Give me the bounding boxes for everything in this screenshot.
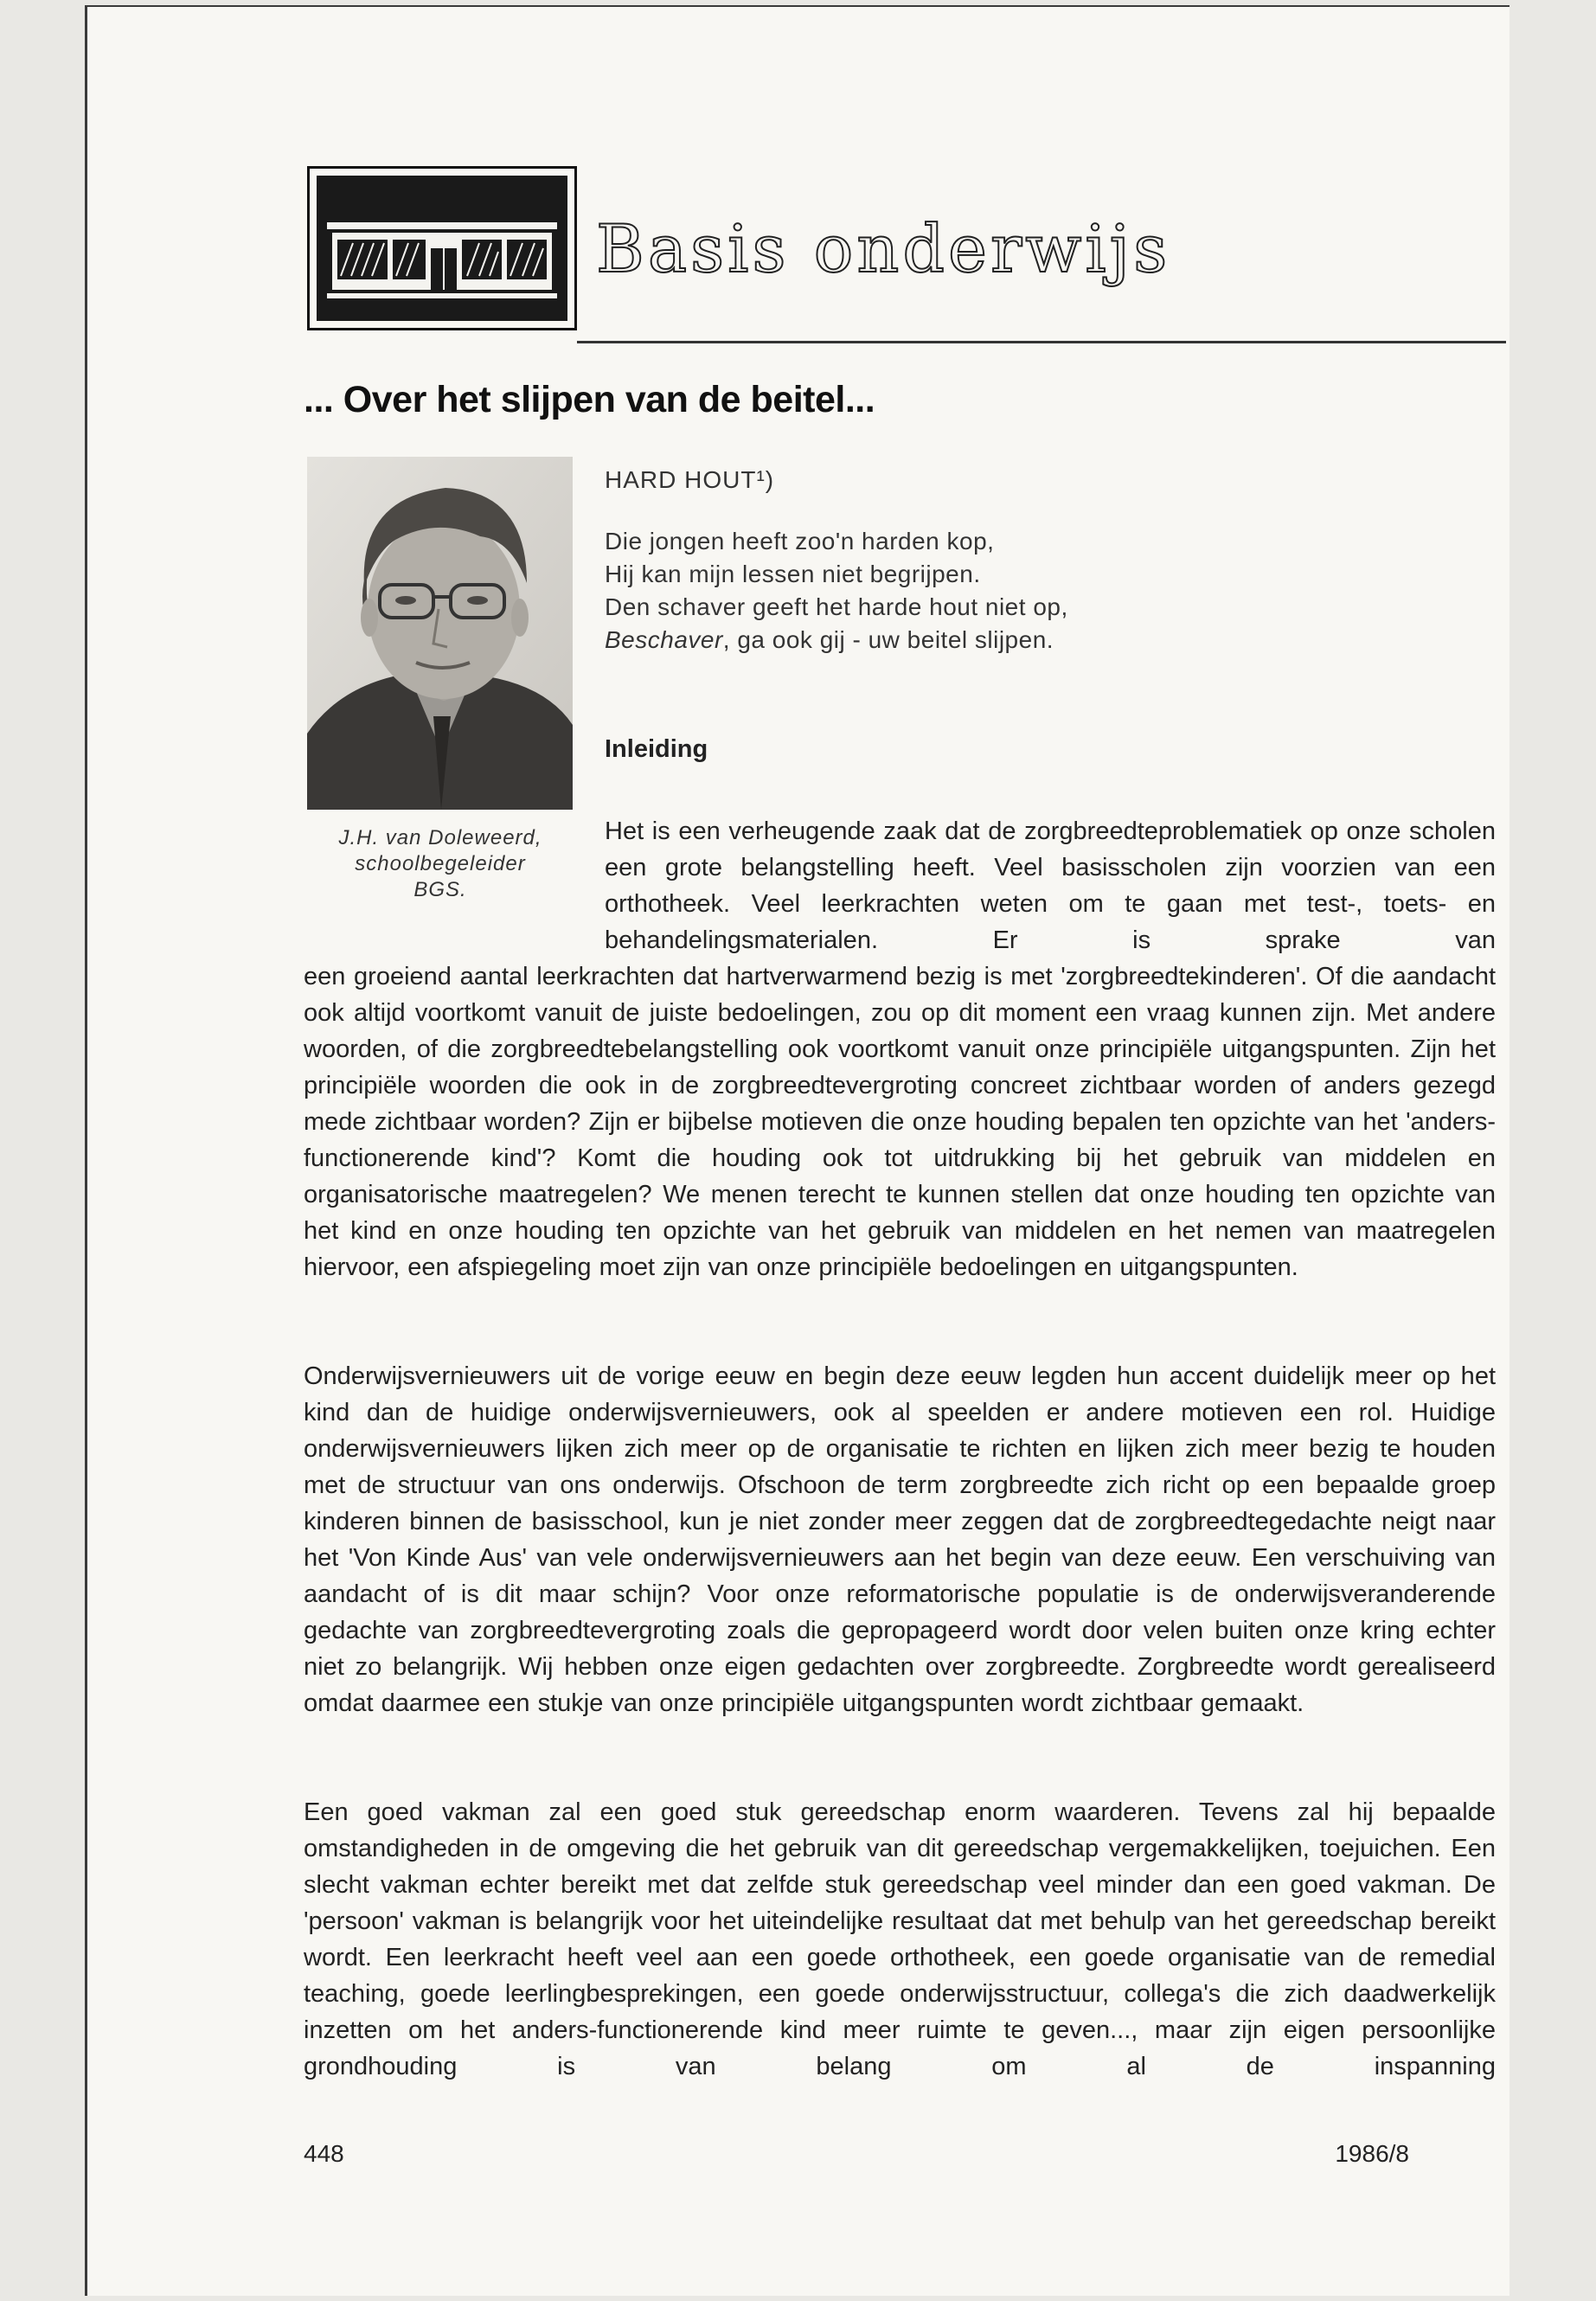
school-building-icon xyxy=(307,166,577,330)
body-paragraph: Een goed vakman zal een goed stuk gereedschap enorm waarderen. Tevens zal hij bepaalde omstandigheden in de omgeving die het gebruik van dit gereedschap vergemakkelijken, toejuichen. Een slecht vakman echter bereikt met dat zelfde stuk gereedschap veel minder dan een goed vakman. De 'persoon' vakman is belangrijk voor het uiteindelijke resultaat dat met behulp van het gereedschap bereikt wordt. Een leerkracht heeft veel aan een goede orthotheek, een goede organisatie van de remedial teaching, goede leerlingbesprekingen, een goede onderwijsstructuur, collega's die zich daadwerkelijk inzetten om het anders-functionerende kind meer ruimte te geven..., maar zijn eigen persoonlijke grondhouding is van belang om al de inspanning xyxy=(304,1798,1496,2080)
section-title: Basis onderwijs xyxy=(596,210,1171,287)
poem-title: HARD HOUT¹) xyxy=(605,466,775,493)
body-paragraph: Onderwijsvernieuwers uit de vorige eeuw en begin deze eeuw legden hun accent duidelijk meer op het kind dan de huidige onderwijsvernieuwers, ook al speelden er andere motieven een rol. Huidige onderwijsvernieuwers lijken zich meer op de organisatie te richten en lijken zich meer bezig te houden met de structuur van ons onderwijs. Ofschoon de term zorgbreedte zich richt op een bepaalde groep kinderen binnen de basisschool, kun je niet zonder meer zeggen dat de zorgbreedtegedachte neigt naar het 'Von Kinde Aus' van vele onderwijsvernieuwers aan het begin van deze eeuw. Een verschuiving van aandacht of is dit maar schijn? Voor onze reformatorische populatie is de onderwijsveranderende gedachte van zorgbreedtevergroting zoals die gepropageerd wordt door velen buiten onze kring echter niet zo belangrijk. Wij hebben onze eigen gedachten over zorgbreedte. Zorgbreedte wordt gerealiseerd omdat daarmee een stukje van onze principiële uitgangspunten wordt zichtbaar gemaakt. xyxy=(304,1362,1496,1717)
body-paragraph: Het is een verheugende zaak dat de zorgbreedteproblematiek op onze scholen een grote belangstelling heeft. Veel basisscholen zijn voorzien van een orthotheek. Veel leerkrachten weten om te gaan met test-, toets- en behandelingsmaterialen. Er is sprake van xyxy=(605,817,1496,954)
caption-name: J.H. van Doleweerd, xyxy=(338,826,542,849)
poem-line: Beschaver, ga ook gij - uw beitel slijpen. xyxy=(605,626,1054,653)
body-paragraph: een groeiend aantal leerkrachten dat hartverwarmend bezig is met 'zorgbreedtekinderen'. Of die aandacht ook altijd voortkomt vanuit de juiste bedoelingen, zou op dit moment een vraag kunnen zijn. Met andere woorden, of die zorgbreedtebelangstelling ook voortkomt vanuit onze principiële uitgangspunten. Zijn het principiële woorden die ook in de zorgbreedtevergroting concreet zichtbaar worden of anders gezegd mede zichtbaar worden? Zijn er bijbelse motieven die onze houding bepalen ten opzichte van het 'anders-functionerende kind'? Komt die houding ook tot uitdrukking bij het gebruik van middelen en organisatorische maatregelen? We menen terecht te kunnen stellen dat onze houding ten opzichte van het kind en onze houding ten opzichte van het gebruik van middelen en het nemen van maatregelen hiervoor, een afspiegeling moet zijn van onze principiële bedoelingen en uitgangspunten. xyxy=(304,963,1496,1281)
poem-line: Den schaver geeft het harde hout niet op, xyxy=(605,593,1068,620)
caption-role: schoolbegeleider xyxy=(355,852,526,875)
photo-caption xyxy=(295,825,586,903)
caption-org: BGS. xyxy=(413,878,467,901)
page-number: 448 xyxy=(304,2140,344,2167)
issue-number: 1986/8 xyxy=(1335,2140,1409,2167)
magazine-page xyxy=(85,5,1509,2296)
header-rule xyxy=(577,341,1506,343)
poem xyxy=(605,465,1068,657)
article-headline: ... Over het slijpen van de beitel... xyxy=(304,379,875,420)
poem-line: Die jongen heeft zoo'n harden kop, xyxy=(605,528,995,554)
subheading: Inleiding xyxy=(605,735,708,763)
author-portrait-photo xyxy=(307,457,573,810)
poem-line: Hij kan mijn lessen niet begrijpen. xyxy=(605,561,981,587)
poem-emphasis: Beschaver xyxy=(605,626,723,653)
